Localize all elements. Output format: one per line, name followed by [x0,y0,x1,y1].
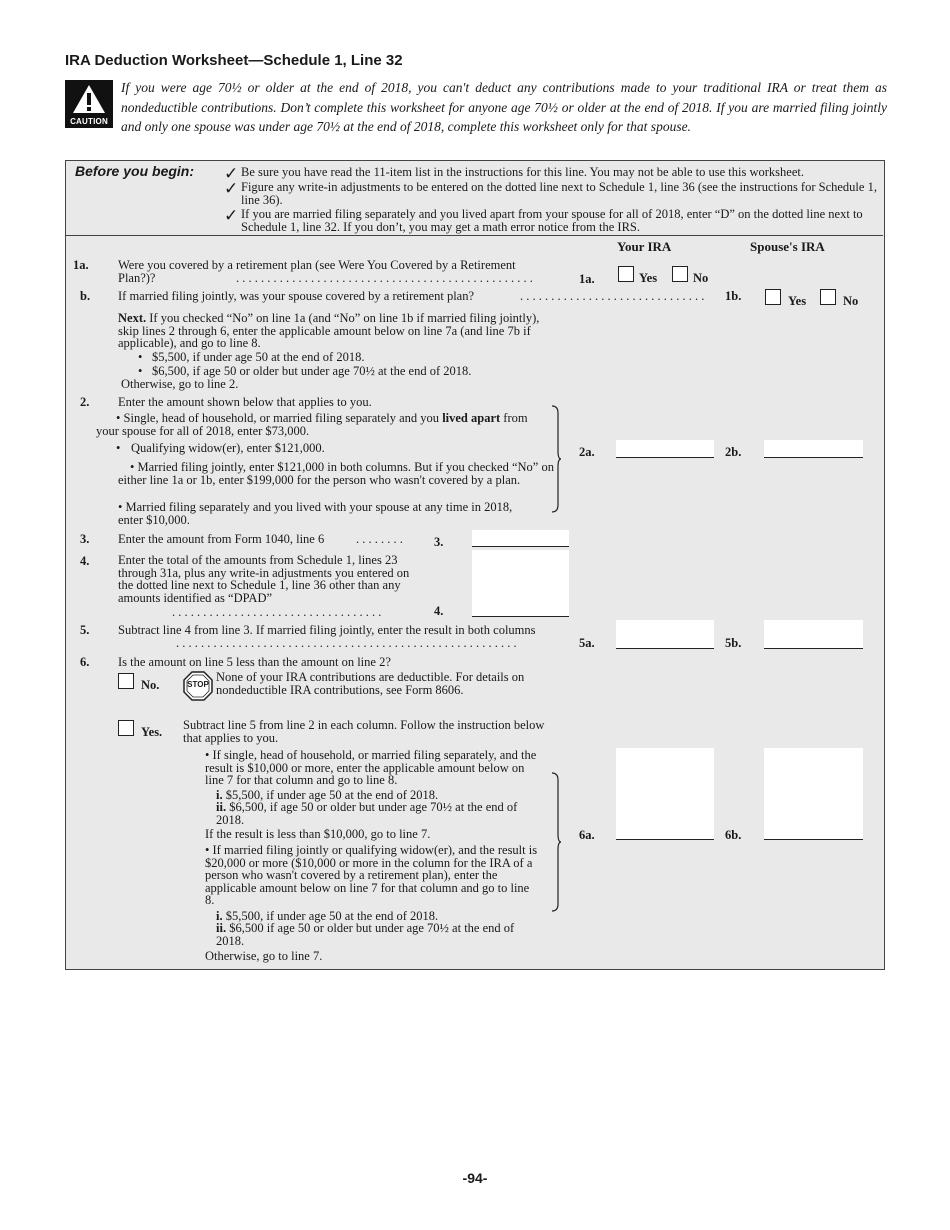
leader-dots: . . . . . . . . . . . . . . . . . . . . . . . . . . . . . . . . . . . . . . . . . . . . . . . . [236,272,533,285]
no-label: No. [141,678,160,692]
leader-dots: . . . . . . . . . . . . . . . . . . . . . . . . . . . . . . . . . . [172,606,382,619]
line-6-no-text: None of your IRA contributions are deductible. For details on nondeductible IRA contributions, see Form 8606. [216,670,525,697]
line-ref: 1b. [725,289,742,303]
sub-item-text: $5,500, if under age 50 at the end of 2018. [225,909,439,923]
before-item-3: If you are married filing separately and you lived apart from your spouse for all of 2018, enter “D” on the dotted line next to Schedule 1, line 32. If you don’t, you may get a math error notice from the IRS. [241,207,863,234]
line-5-text: Subtract line 4 from line 3. If married filing jointly, enter the result in both columns [118,623,536,637]
line-1b-no-checkbox[interactable] [820,289,836,305]
sub-item-num: ii. [216,921,227,935]
line-2-bullet-1-text: Single, head of household, or married filing separately and you [123,411,440,425]
line-2-bullet-2: Qualifying widow(er), enter $121,000. [131,441,325,455]
line-6-less-text: If the result is less than $10,000, go to line 7. [205,827,431,841]
line-6-yes-checkbox[interactable] [118,720,134,736]
line-6-yes-bullet-2: • If married filing jointly or qualifying widow(er), and the result is $20,000 or more ($10,000 or more in the column for the IRA of a person who wasn't covered by a retirement plan), enter the applicable amount below on line 7 for that column and go to line 8. [205,843,538,907]
caution-icon [65,80,113,128]
line-ref: 5b. [725,636,742,650]
sub-item [216,922,536,947]
before-item-1: Be sure you have read the 11-item list in the instructions for this line. You may not be able to use this worksheet. [241,165,804,179]
line-4-input[interactable] [472,550,569,617]
checkmark-icon: ✓ [224,164,239,183]
sub-item-text: $6,500 if age 50 or older but under age 70½ at the end of 2018. [216,921,515,948]
line-2-bullet-1-rest: from your spouse for all of 2018, enter $73,000. [96,411,528,438]
line-2-bullet-4: • Married filing separately and you lived with your spouse at any time in 2018, enter $10,000. [118,500,513,527]
line-2-bullet-3: • Married filing jointly, enter $121,000 in both columns. But if you checked “No” on either line 1a or 1b, enter $199,000 for the person who wasn't covered by a plan. [118,460,554,487]
next-instruction [118,312,548,350]
line-1a-text: Were you covered by a retirement plan (see Were You Covered by a Retirement Plan?)? [118,258,516,285]
stop-label: STOP [187,680,209,689]
worksheet-title: IRA Deduction Worksheet—Schedule 1, Line 32 [65,52,403,69]
line-5b-input[interactable] [764,620,863,649]
sub-item [216,801,536,826]
bullet-icon: • [138,364,143,378]
stop-icon [183,671,213,705]
column-header-spouse-ira: Spouse's IRA [750,239,825,254]
line-2-bullet-1: • Single, head of household, or married filing separately and you lived apart from your spouse for all of 2018, enter $73,000. [96,411,528,438]
line-4-text: Enter the total of the amounts from Schedule 1, lines 23 through 31a, plus any write-in adjustments you entered on the dotted line next to Schedule 1, line 36 other than any amounts identified as “DPAD” [118,553,410,605]
next-bullet-1: $5,500, if under age 50 at the end of 2018. [152,350,365,364]
page-number: -94- [462,1170,488,1186]
line-ref: 6a. [579,828,595,842]
line-number: 6. [80,655,90,669]
caution-text: If you were age 70½ or older at the end of 2018, you can't deduct any contributions made to your traditional IRA or treat them as nondeductible contributions. Don’t complete this worksheet for anyone age 70½ or older at the end of 2018. If you are married filing jointly and only one spouse was under age 70½ at the end of 2018, complete this worksheet only for that spouse. [121,80,887,134]
line-ref: 6b. [725,828,742,842]
line-2a-input[interactable] [616,440,714,458]
line-ref: 2a. [579,445,595,459]
line-2-bullet-3-text: Married filing jointly, enter $121,000 in both columns. But if you checked “No” on either line 1a or 1b, enter $199,000 for the person who wasn't covered by a plan. [118,460,554,487]
yes-label: Yes. [141,725,163,739]
line-6-yes-bullet-1: • If single, head of household, or married filing separately, and the result is $10,000 or more, enter the applicable amount below on line 7 for that column and go to line 8. [205,748,537,787]
line-1a-yes-checkbox[interactable] [618,266,634,282]
checkmark-icon: ✓ [224,179,239,198]
line-6-yes-bullet-1-text: If single, head of household, or married filing separately, and the result is $10,000 or more, enter the applicable amount below on line 7 for that column and go to line 8. [205,748,537,787]
line-1a-no-checkbox[interactable] [672,266,688,282]
line-1b-text: If married filing jointly, was your spouse covered by a retirement plan? [118,289,475,303]
line-2-text: Enter the amount shown below that applies to you. [118,395,372,409]
bullet-icon: • [138,350,143,364]
sub-item-text: $5,500, if under age 50 at the end of 2018. [225,788,439,802]
line-ref: 5a. [579,636,595,650]
checkmark-icon: ✓ [224,206,239,225]
leader-dots: . . . . . . . . [356,533,403,546]
line-6-yes-bullet-2-text: If married filing jointly or qualifying widow(er), and the result is $20,000 or more ($10,000 or more in the column for the IRA of a person who wasn't covered by a retirement plan), enter the applicable amount below on line 7 for that column and go to line 8. [205,843,538,907]
line-1b-yes-checkbox[interactable] [765,289,781,305]
yes-label: Yes [639,271,658,285]
yes-label: Yes [788,294,807,308]
line-ref: 2b. [725,445,742,459]
before-item-2: Figure any write-in adjustments to be entered on the dotted line next to Schedule 1, line 36 (see the instructions for Schedule 1, line 36). [241,180,877,207]
line-6-no-checkbox[interactable] [118,673,134,689]
line-3-input[interactable] [472,530,569,547]
before-you-begin-label: Before you begin: [75,163,195,179]
next-label: Next. [118,311,147,325]
line-ref: 4. [434,604,444,618]
caution-label: CAUTION [70,117,108,126]
no-label: No [693,271,709,285]
leader-dots: . . . . . . . . . . . . . . . . . . . . . . . . . . . . . . [520,290,705,303]
bullet-icon: • [116,441,121,455]
sub-item-text: $6,500, if age 50 or older but under age 70½ at the end of 2018. [216,800,518,827]
line-5a-input[interactable] [616,620,714,649]
line-3-text: Enter the amount from Form 1040, line 6 [118,532,325,546]
line-2b-input[interactable] [764,440,863,458]
next-text: If you checked “No” on line 1a (and “No” on line 1b if married filing jointly), skip lines 2 through 6, enter the applicable amount below on line 7a (and line 7b if applicable), and go to line 8. [118,311,540,350]
line-6-yes-text: Subtract line 5 from line 2 in each column. Follow the instruction below that applies to you. [183,718,545,745]
line-2-bullet-1-bold: lived apart [442,411,501,425]
column-header-your-ira: Your IRA [617,239,672,254]
next-bullet-2: $6,500, if age 50 or older but under age 70½ at the end of 2018. [152,364,472,378]
line-6a-input[interactable] [616,748,714,840]
line-ref: 1a. [579,272,595,286]
line-ref: 3. [434,535,444,549]
line-number: 3. [80,532,90,546]
no-label: No [843,294,859,308]
line-2-bullet-4-text: Married filing separately and you lived with your spouse at any time in 2018, enter $10,000. [118,500,513,527]
line-number: 5. [80,623,90,637]
brace-icon [550,772,562,912]
brace-icon [550,405,562,513]
sub-item-num: ii. [216,800,227,814]
sub-item-num: i. [216,788,223,802]
leader-dots: . . . . . . . . . . . . . . . . . . . . . . . . . . . . . . . . . . . . . . . . . . . . . . . . . . . . . . . [176,637,517,650]
line-number: 4. [80,554,90,568]
caution-text-block [65,78,887,137]
line-number: 2. [80,395,90,409]
line-6-text: Is the amount on line 5 less than the amount on line 2? [118,655,391,669]
line-6-otherwise: Otherwise, go to line 7. [205,949,323,963]
line-number: b. [80,289,91,303]
next-otherwise: Otherwise, go to line 2. [121,377,239,391]
line-6b-input[interactable] [764,748,863,840]
sub-item-num: i. [216,909,223,923]
line-number: 1a. [73,258,89,272]
